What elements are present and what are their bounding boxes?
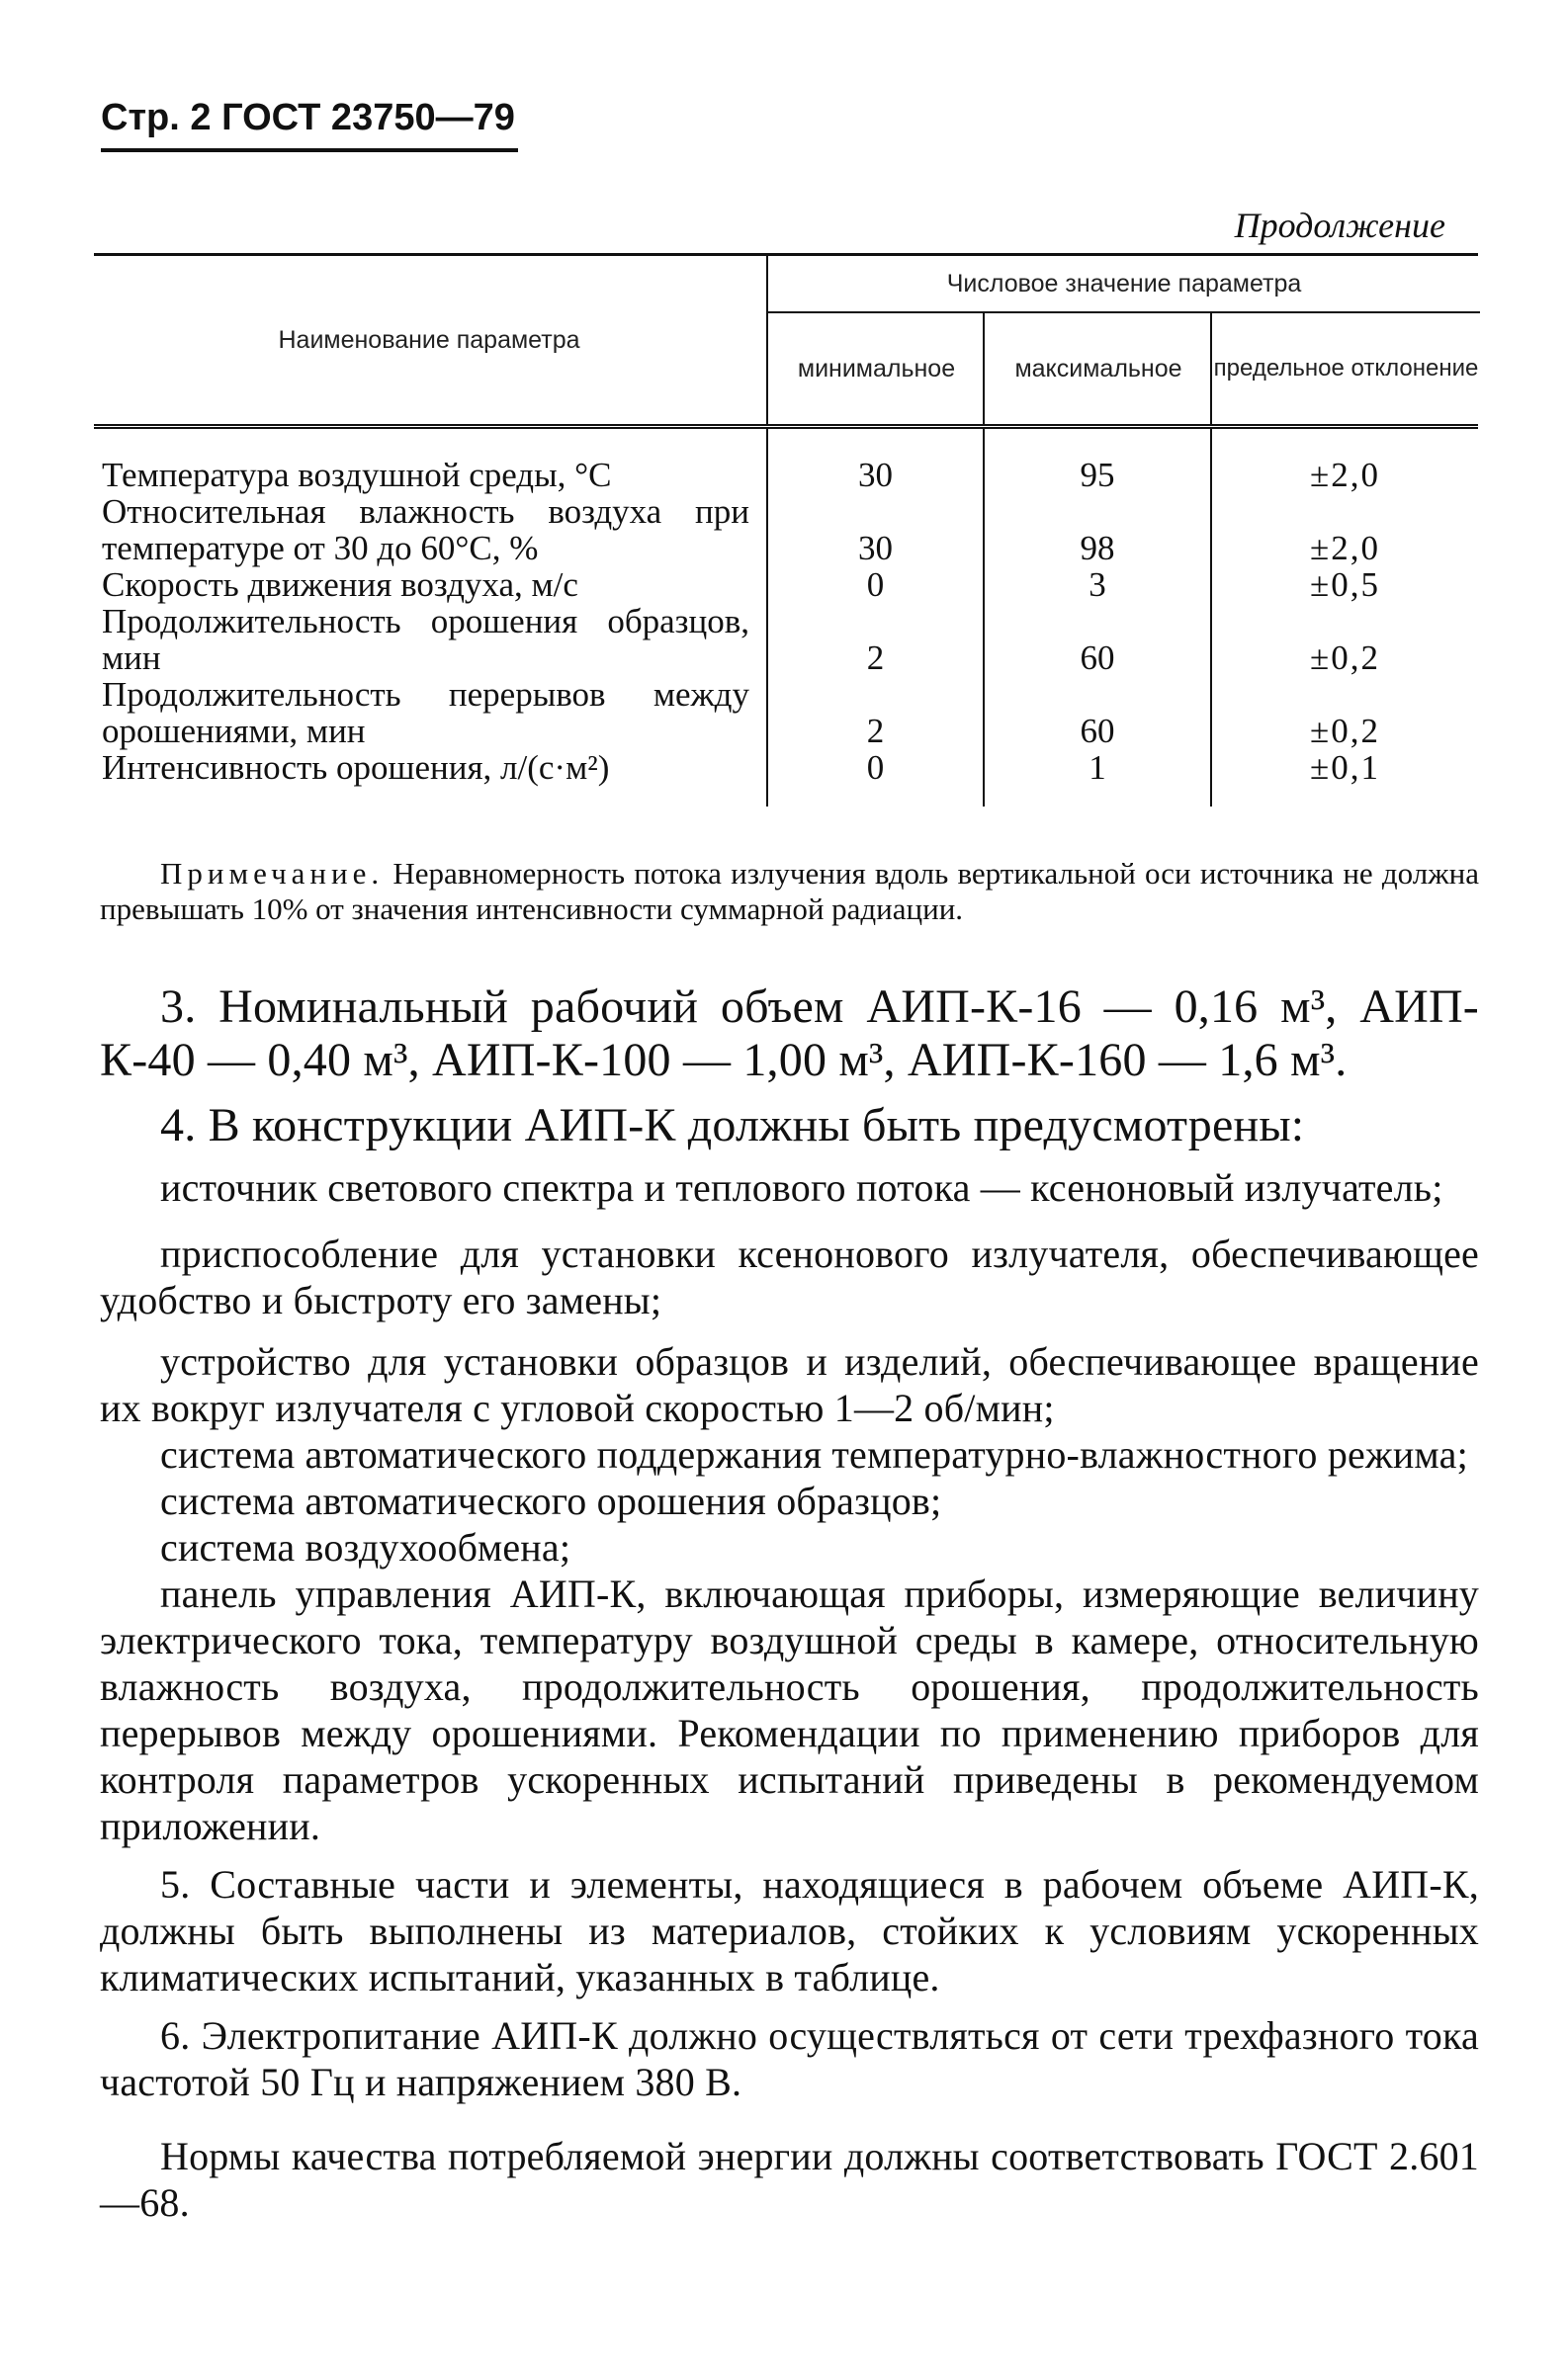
minimum-value: 30 [858,529,893,567]
main-text [100,980,1479,2226]
parameter-name: Продолжительность орошения образцов, мин [102,602,749,677]
deviation-value: ±2,0 [1310,456,1380,494]
deviation-value: ±0,5 [1310,565,1380,604]
energy-quality-paragraph: Нормы качества потребляемой энергии должны соответствовать ГОСТ 2.601—68. [100,2134,1479,2225]
item-4-list-item: система автоматического поддержания температурно-влажностного режима; [160,1432,1468,1477]
maximum-value: 98 [1080,529,1115,567]
table-note [100,856,1479,927]
page-header: Стр. 2 ГОСТ 23750—79 [101,95,518,152]
item-4-list-item: система автоматического орошения образцов; [160,1479,942,1523]
maximum-value: 1 [1089,748,1106,787]
item-4-list-item: система воздухообмена; [160,1525,571,1570]
minimum-value: 30 [858,456,893,494]
note-label: Примечание. [160,856,385,891]
minimum-value: 2 [866,712,885,750]
table-header [94,256,1478,429]
maximum-value: 3 [1089,565,1106,604]
table-body [94,429,1478,807]
deviation-column-header: предельное отклонение [1210,313,1480,424]
note-text: Неравномерность потока излучения вдоль вертикальной оси источника не должна превышать 10% от значения интенсивности суммарной радиации. [100,856,1479,926]
deviation-value: ±2,0 [1310,529,1380,567]
parameter-name: Интенсивность орошения, л/(с·м²) [102,748,610,787]
parameter-name-column-header: Наименование параметра [278,326,580,354]
deviation-value: ±0,1 [1310,748,1380,787]
maximum-value: 95 [1080,456,1115,494]
parameters-table [94,253,1478,807]
parameter-name: Температура воздушной среды, °С [102,456,612,494]
maximum-value: 60 [1080,712,1115,750]
deviation-value: ±0,2 [1310,712,1380,750]
parameter-name: Относительная влажность воздуха при температуре от 30 до 60°С, % [102,492,749,567]
minimum-value: 0 [866,565,885,604]
item-4-list-item: устройство для установки образцов и изделий, обеспечивающее вращение их вокруг излучателя с угловой скоростью 1—2 об/мин; [100,1339,1479,1430]
numeric-value-column-group-header: Числовое значение параметра [766,256,1480,313]
item-3-paragraph: 3. Номинальный рабочий объем АИП-К-16 — 0,16 м³, АИП-К-40 — 0,40 м³, АИП-К-100 — 1,00 м³, АИП-К-160 — 1,6 м³. [100,980,1479,1086]
parameter-name: Скорость движения воздуха, м/с [102,565,578,604]
item-4-list-item: приспособление для установки ксенонового излучателя, обеспечивающее удобство и быстроту его замены; [100,1232,1479,1322]
maximum-value: 60 [1080,638,1115,677]
item-4-list-item: источник светового спектра и теплового потока — ксеноновый излучатель; [160,1165,1443,1210]
minimum-column-header: минимальное [766,313,985,424]
item-4-list-item: панель управления АИП-К, включающая приборы, измеряющие величину электрического тока, температуру воздушной среды в камере, относительную влажность воздуха, продолжительность орошения, продолжительность перерывов между орошениями. Рекомендации по применению приборов для контроля параметров ускоренных испытаний приведены в рекомендуемом приложении. [100,1572,1479,1848]
item-5-paragraph: 5. Составные части и элементы, находящиеся в рабочем объеме АИП-К, должны быть выполнены из материалов, стойких к условиям ускоренных климатических испытаний, указанных в таблице. [100,1862,1479,1999]
item-4-intro: 4. В конструкции АИП-К должны быть предусмотрены: [160,1099,1305,1151]
minimum-value: 2 [866,638,885,677]
deviation-value: ±0,2 [1310,638,1380,677]
minimum-value: 0 [866,748,885,787]
maximum-column-header: максимальное [983,313,1212,424]
table-continuation-label: Продолжение [1234,206,1445,245]
item-6-paragraph: 6. Электропитание АИП-К должно осуществляться от сети трехфазного тока частотой 50 Гц и напряжением 380 В. [100,2013,1479,2104]
parameter-name: Продолжительность перерывов между орошениями, мин [102,675,749,750]
